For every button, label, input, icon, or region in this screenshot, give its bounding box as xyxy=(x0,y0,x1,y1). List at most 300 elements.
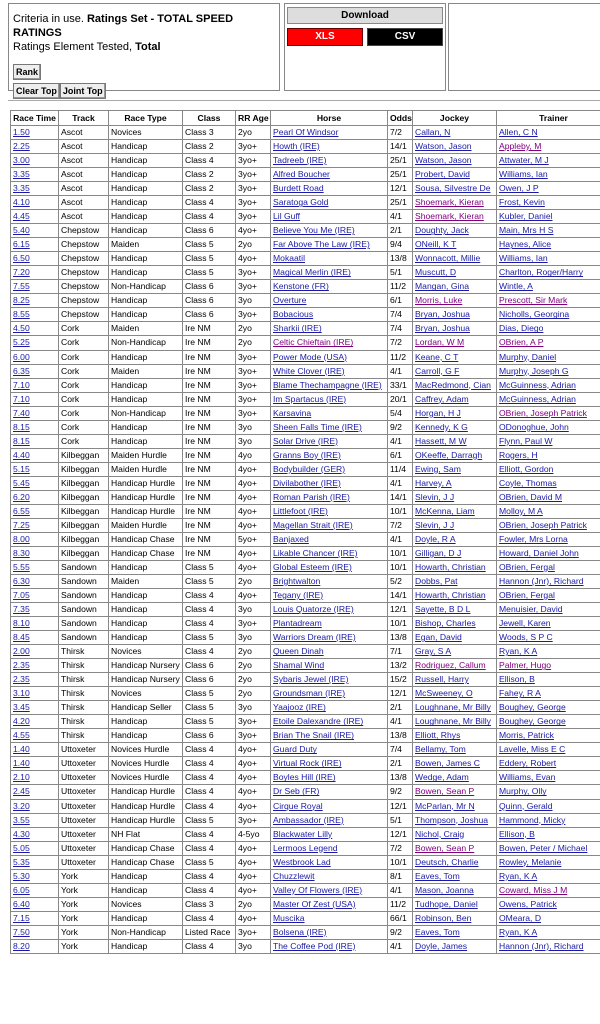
cell-trainer[interactable]: Owen, J P xyxy=(497,182,600,196)
cell-horse[interactable]: Bobacious xyxy=(271,308,388,322)
cell-jockey[interactable]: Caffrey, Adam xyxy=(413,392,497,406)
cell-jockey[interactable]: Thompson, Joshua xyxy=(413,813,497,827)
cell-jockey[interactable]: Wonnacott, Millie xyxy=(413,252,497,266)
cell-race-time[interactable]: 3.35 xyxy=(11,182,59,196)
cell-rr-age: 4yo xyxy=(236,448,271,462)
cell-jockey[interactable]: ONeill, K T xyxy=(413,238,497,252)
cell-horse[interactable]: Virtual Rock (IRE) xyxy=(271,757,388,771)
cell-race-time[interactable]: 6.00 xyxy=(11,350,59,364)
cell-race-type: Handicap xyxy=(109,617,183,631)
cell-race-time[interactable]: 5.45 xyxy=(11,476,59,490)
cell-trainer[interactable]: Kubler, Daniel xyxy=(497,210,600,224)
cell-trainer[interactable]: Howard, Daniel John xyxy=(497,546,600,560)
cell-rr-age: 4yo+ xyxy=(236,560,271,574)
cell-race-time[interactable]: 6.55 xyxy=(11,504,59,518)
cell-track: Uttoxeter xyxy=(59,799,109,813)
cell-trainer[interactable]: Woods, S P C xyxy=(497,631,600,645)
cell-horse[interactable]: Brightwalton xyxy=(271,575,388,589)
cell-trainer[interactable]: Williams, Evan xyxy=(497,771,600,785)
cell-horse[interactable]: Yaajooz (IRE) xyxy=(271,701,388,715)
cell-race-time[interactable]: 4.40 xyxy=(11,448,59,462)
cell-race-type: Handicap xyxy=(109,294,183,308)
cell-jockey[interactable]: Doyle, R A xyxy=(413,532,497,546)
cell-horse[interactable]: Granns Boy (IRE) xyxy=(271,448,388,462)
cell-trainer[interactable]: Murphy, Joseph G xyxy=(497,364,600,378)
cell-class: Ire NM xyxy=(183,364,236,378)
cell-rr-age: 3yo xyxy=(236,420,271,434)
cell-class: Class 4 xyxy=(183,757,236,771)
cell-odds: 12/1 xyxy=(388,687,413,701)
cell-horse[interactable]: Sheen Falls Time (IRE) xyxy=(271,420,388,434)
cell-horse[interactable]: Boyles Hill (IRE) xyxy=(271,771,388,785)
cell-horse[interactable]: Burdett Road xyxy=(271,182,388,196)
cell-jockey[interactable]: Rodriguez, Callum xyxy=(413,659,497,673)
cell-horse[interactable]: Lil Guff xyxy=(271,210,388,224)
cell-jockey[interactable]: Eaves, Tom xyxy=(413,925,497,939)
cell-race-time[interactable]: 8.25 xyxy=(11,294,59,308)
cell-trainer[interactable]: Williams, Ian xyxy=(497,168,600,182)
cell-jockey[interactable]: Sayette, B D L xyxy=(413,603,497,617)
cell-horse[interactable]: Kenstone (FR) xyxy=(271,280,388,294)
cell-jockey[interactable]: Horgan, H J xyxy=(413,406,497,420)
cell-class: Class 4 xyxy=(183,743,236,757)
cell-horse[interactable]: Louis Quatorze (IRE) xyxy=(271,603,388,617)
cell-trainer[interactable]: Menuisier, David xyxy=(497,603,600,617)
cell-jockey[interactable]: Sousa, Silvestre De xyxy=(413,182,497,196)
cell-trainer[interactable]: Bowen, Peter / Michael xyxy=(497,841,600,855)
cell-horse[interactable]: Valley Of Flowers (IRE) xyxy=(271,883,388,897)
cell-track: Thirsk xyxy=(59,645,109,659)
cell-rr-age: 3yo+ xyxy=(236,182,271,196)
cell-class: Class 6 xyxy=(183,729,236,743)
cell-jockey[interactable]: Russell, Harry xyxy=(413,673,497,687)
cell-trainer[interactable]: Allen, C N xyxy=(497,126,600,140)
cell-race-time[interactable]: 3.55 xyxy=(11,813,59,827)
cell-jockey[interactable]: Loughnane, Mr Billy xyxy=(413,701,497,715)
cell-trainer[interactable]: Charlton, Roger/Harry xyxy=(497,266,600,280)
cell-race-type: Novices xyxy=(109,687,183,701)
cell-trainer[interactable]: Haynes, Alice xyxy=(497,238,600,252)
cell-trainer[interactable]: Boughey, George xyxy=(497,715,600,729)
cell-horse[interactable]: Muscika xyxy=(271,911,388,925)
cell-horse[interactable]: Tegany (IRE) xyxy=(271,589,388,603)
cell-race-time[interactable]: 5.25 xyxy=(11,336,59,350)
table-row xyxy=(11,392,600,406)
cell-jockey[interactable]: Nichol, Craig xyxy=(413,827,497,841)
cell-jockey[interactable]: Bryan, Joshua xyxy=(413,308,497,322)
cell-jockey[interactable]: McSweeney, O xyxy=(413,687,497,701)
cell-trainer[interactable]: Rowley, Melanie xyxy=(497,855,600,869)
cell-jockey[interactable]: OKeeffe, Darragh xyxy=(413,448,497,462)
cell-jockey[interactable]: Howarth, Christian xyxy=(413,560,497,574)
cell-jockey[interactable]: Bowen, James C xyxy=(413,757,497,771)
cell-jockey[interactable]: Probert, David xyxy=(413,168,497,182)
cell-horse[interactable]: Mokaatil xyxy=(271,252,388,266)
cell-trainer[interactable]: ODonoghue, John xyxy=(497,420,600,434)
rank-button[interactable]: Rank xyxy=(13,64,41,80)
cell-jockey[interactable]: Wedge, Adam xyxy=(413,771,497,785)
cell-race-type: Handicap xyxy=(109,560,183,574)
cell-trainer[interactable]: Quinn, Gerald xyxy=(497,799,600,813)
cell-horse[interactable]: Plantadream xyxy=(271,617,388,631)
cell-horse[interactable]: Warriors Dream (IRE) xyxy=(271,631,388,645)
cell-jockey[interactable]: Bellamy, Tom xyxy=(413,743,497,757)
cell-race-time[interactable]: 8.00 xyxy=(11,532,59,546)
cell-jockey[interactable]: Deutsch, Charlie xyxy=(413,855,497,869)
cell-race-time[interactable]: 7.05 xyxy=(11,589,59,603)
cell-trainer[interactable]: Ryan, K A xyxy=(497,645,600,659)
csv-download-button[interactable]: CSV xyxy=(367,28,443,46)
cell-jockey[interactable]: Watson, Jason xyxy=(413,154,497,168)
cell-jockey[interactable]: Eaves, Tom xyxy=(413,869,497,883)
cell-trainer[interactable]: OBrien, A P xyxy=(497,336,600,350)
cell-race-time[interactable]: 6.35 xyxy=(11,364,59,378)
cell-trainer[interactable]: Elliott, Gordon xyxy=(497,462,600,476)
cell-odds: 10/1 xyxy=(388,560,413,574)
cell-race-time[interactable]: 2.35 xyxy=(11,659,59,673)
cell-jockey[interactable]: Doyle, James xyxy=(413,939,497,953)
cell-trainer[interactable]: Murphy, Daniel xyxy=(497,350,600,364)
cell-race-time[interactable]: 8.30 xyxy=(11,546,59,560)
cell-track: Uttoxeter xyxy=(59,785,109,799)
cell-jockey[interactable]: Bryan, Joshua xyxy=(413,322,497,336)
cell-horse[interactable]: Lermoos Legend xyxy=(271,841,388,855)
cell-race-time[interactable]: 1.40 xyxy=(11,757,59,771)
cell-race-time[interactable]: 4.30 xyxy=(11,827,59,841)
cell-class: Ire NM xyxy=(183,378,236,392)
cell-trainer[interactable]: OBrien, Joseph Patrick xyxy=(497,518,600,532)
cell-horse[interactable]: The Coffee Pod (IRE) xyxy=(271,939,388,953)
cell-horse[interactable]: Magical Merlin (IRE) xyxy=(271,266,388,280)
table-row xyxy=(11,911,600,925)
cell-jockey[interactable]: Robinson, Ben xyxy=(413,911,497,925)
cell-race-type: Handicap xyxy=(109,266,183,280)
cell-trainer[interactable]: Hannon (Jnr), Richard xyxy=(497,939,600,953)
cell-trainer[interactable]: Hannon (Jnr), Richard xyxy=(497,575,600,589)
cell-race-time[interactable]: 6.15 xyxy=(11,238,59,252)
cell-horse[interactable]: Overture xyxy=(271,294,388,308)
cell-trainer[interactable]: Frost, Kevin xyxy=(497,196,600,210)
cell-trainer[interactable]: OBrien, Fergal xyxy=(497,589,600,603)
cell-race-time[interactable]: 7.35 xyxy=(11,603,59,617)
cell-jockey[interactable]: Gray, S A xyxy=(413,645,497,659)
cell-race-time[interactable]: 7.50 xyxy=(11,925,59,939)
cell-jockey[interactable]: Kennedy, K G xyxy=(413,420,497,434)
cell-horse[interactable]: Alfred Boucher xyxy=(271,168,388,182)
cell-odds: 9/2 xyxy=(388,925,413,939)
cell-trainer[interactable]: Ellison, B xyxy=(497,673,600,687)
cell-horse[interactable]: Divilabother (IRE) xyxy=(271,476,388,490)
cell-rr-age: 2yo xyxy=(236,238,271,252)
cell-trainer[interactable]: McGuinness, Adrian xyxy=(497,378,600,392)
cell-trainer[interactable]: Prescott, Sir Mark xyxy=(497,294,600,308)
cell-trainer[interactable]: OBrien, David M xyxy=(497,490,600,504)
cell-jockey[interactable]: Muscutt, D xyxy=(413,266,497,280)
cell-jockey[interactable]: Callan, N xyxy=(413,126,497,140)
cell-trainer[interactable]: Ryan, K A xyxy=(497,925,600,939)
cell-race-time[interactable]: 3.45 xyxy=(11,701,59,715)
cell-horse[interactable]: Blackwater Lilly xyxy=(271,827,388,841)
cell-class: Class 5 xyxy=(183,560,236,574)
xls-download-button[interactable]: XLS xyxy=(287,28,363,46)
cell-horse[interactable]: Master Of Zest (USA) xyxy=(271,897,388,911)
cell-horse[interactable]: Global Esteem (IRE) xyxy=(271,560,388,574)
cell-jockey[interactable]: Mangan, Gina xyxy=(413,280,497,294)
cell-horse[interactable]: Howth (IRE) xyxy=(271,140,388,154)
cell-jockey[interactable]: Hassett, M W xyxy=(413,434,497,448)
cell-trainer[interactable]: Coyle, Thomas xyxy=(497,476,600,490)
table-row xyxy=(11,182,600,196)
joint-top-button[interactable]: Joint Top xyxy=(60,83,106,99)
cell-horse[interactable]: Saratoga Gold xyxy=(271,196,388,210)
cell-trainer[interactable]: Palmer, Hugo xyxy=(497,659,600,673)
cell-trainer[interactable]: OBrien, Joseph Patrick xyxy=(497,406,600,420)
cell-rr-age: 4yo+ xyxy=(236,224,271,238)
cell-horse[interactable]: Magellan Strait (IRE) xyxy=(271,518,388,532)
cell-race-time[interactable]: 2.35 xyxy=(11,673,59,687)
cell-jockey[interactable]: Doughty, Jack xyxy=(413,224,497,238)
cell-odds: 7/2 xyxy=(388,841,413,855)
cell-horse[interactable]: Blame Thechampagne (IRE) xyxy=(271,378,388,392)
cell-horse[interactable]: Bodybuilder (GER) xyxy=(271,462,388,476)
cell-race-time[interactable]: 2.25 xyxy=(11,140,59,154)
cell-horse[interactable]: Queen Dinah xyxy=(271,645,388,659)
cell-race-time[interactable]: 4.20 xyxy=(11,715,59,729)
cell-race-time[interactable]: 2.10 xyxy=(11,771,59,785)
cell-trainer[interactable]: Boughey, George xyxy=(497,701,600,715)
cell-race-time[interactable]: 7.10 xyxy=(11,392,59,406)
cell-race-time[interactable]: 8.20 xyxy=(11,939,59,953)
cell-horse[interactable]: Tadreeb (IRE) xyxy=(271,154,388,168)
cell-race-time[interactable]: 5.30 xyxy=(11,869,59,883)
cell-track: Cork xyxy=(59,392,109,406)
cell-race-time[interactable]: 6.20 xyxy=(11,490,59,504)
cell-rr-age: 2yo xyxy=(236,575,271,589)
cell-race-time[interactable]: 1.50 xyxy=(11,126,59,140)
cell-horse[interactable]: Banjaxed xyxy=(271,532,388,546)
cell-race-time[interactable]: 6.50 xyxy=(11,252,59,266)
cell-rr-age: 3yo xyxy=(236,631,271,645)
cell-jockey[interactable]: Slevin, J J xyxy=(413,518,497,532)
cell-horse[interactable]: Im Spartacus (IRE) xyxy=(271,392,388,406)
cell-trainer[interactable]: Main, Mrs H S xyxy=(497,224,600,238)
cell-race-time[interactable]: 5.55 xyxy=(11,560,59,574)
cell-horse[interactable]: Solar Drive (IRE) xyxy=(271,434,388,448)
cell-jockey[interactable]: Watson, Jason xyxy=(413,140,497,154)
cell-rr-age: 4yo+ xyxy=(236,841,271,855)
cell-class: Class 6 xyxy=(183,294,236,308)
cell-race-time[interactable]: 5.05 xyxy=(11,841,59,855)
cell-race-time[interactable]: 8.45 xyxy=(11,631,59,645)
cell-horse[interactable]: White Clover (IRE) xyxy=(271,364,388,378)
cell-odds: 13/8 xyxy=(388,252,413,266)
cell-race-time[interactable]: 7.40 xyxy=(11,406,59,420)
cell-trainer[interactable]: Rogers, H xyxy=(497,448,600,462)
cell-jockey[interactable]: Slevin, J J xyxy=(413,490,497,504)
cell-jockey[interactable]: Morris, Luke xyxy=(413,294,497,308)
cell-race-time[interactable]: 6.40 xyxy=(11,897,59,911)
cell-race-time[interactable]: 1.40 xyxy=(11,743,59,757)
table-row xyxy=(11,308,600,322)
cell-race-time[interactable]: 4.50 xyxy=(11,322,59,336)
cell-horse[interactable]: Westbrook Lad xyxy=(271,855,388,869)
cell-jockey[interactable]: Shoemark, Kieran xyxy=(413,210,497,224)
cell-jockey[interactable]: Bowen, Sean P xyxy=(413,785,497,799)
cell-horse[interactable]: Sharkii (IRE) xyxy=(271,322,388,336)
cell-jockey[interactable]: Harvey, A xyxy=(413,476,497,490)
cell-horse[interactable]: Groundsman (IRE) xyxy=(271,687,388,701)
cell-jockey[interactable]: Keane, C T xyxy=(413,350,497,364)
table-row xyxy=(11,939,600,953)
cell-track: Cork xyxy=(59,350,109,364)
cell-rr-age: 3yo+ xyxy=(236,392,271,406)
cell-jockey[interactable]: Howarth, Christian xyxy=(413,589,497,603)
cell-horse[interactable]: Far Above The Law (IRE) xyxy=(271,238,388,252)
cell-horse[interactable]: Brian The Snail (IRE) xyxy=(271,729,388,743)
cell-jockey[interactable]: Egan, David xyxy=(413,631,497,645)
cell-jockey[interactable]: Ewing, Sam xyxy=(413,462,497,476)
cell-race-time[interactable]: 8.55 xyxy=(11,308,59,322)
cell-track: Kilbeggan xyxy=(59,448,109,462)
cell-trainer[interactable]: Nicholls, Georgina xyxy=(497,308,600,322)
cell-odds: 12/1 xyxy=(388,603,413,617)
cell-track: Uttoxeter xyxy=(59,743,109,757)
cell-race-type: Maiden xyxy=(109,364,183,378)
cell-race-time[interactable]: 3.00 xyxy=(11,154,59,168)
cell-horse[interactable]: Pearl Of Windsor xyxy=(271,126,388,140)
cell-rr-age: 3yo xyxy=(236,939,271,953)
cell-jockey[interactable]: McKenna, Liam xyxy=(413,504,497,518)
cell-horse[interactable]: Power Mode (USA) xyxy=(271,350,388,364)
cell-jockey[interactable]: Mason, Joanna xyxy=(413,883,497,897)
cell-race-time[interactable]: 7.55 xyxy=(11,280,59,294)
cell-jockey[interactable]: Shoemark, Kieran xyxy=(413,196,497,210)
cell-race-time[interactable]: 3.20 xyxy=(11,799,59,813)
cell-jockey[interactable]: Tudhope, Daniel xyxy=(413,897,497,911)
cell-horse[interactable]: Littlefoot (IRE) xyxy=(271,504,388,518)
cell-horse[interactable]: Celtic Chieftain (IRE) xyxy=(271,336,388,350)
cell-jockey[interactable]: Bishop, Charles xyxy=(413,617,497,631)
cell-race-time[interactable]: 2.00 xyxy=(11,645,59,659)
cell-odds: 5/2 xyxy=(388,575,413,589)
cell-horse[interactable]: Cirque Royal xyxy=(271,799,388,813)
cell-horse[interactable]: Shamal Wind xyxy=(271,659,388,673)
cell-race-time[interactable]: 7.15 xyxy=(11,911,59,925)
cell-trainer[interactable]: Molloy, M A xyxy=(497,504,600,518)
cell-race-time[interactable]: 3.10 xyxy=(11,687,59,701)
cell-trainer[interactable]: Fowler, Mrs Lorna xyxy=(497,532,600,546)
cell-horse[interactable]: Etoile Dalexandre (IRE) xyxy=(271,715,388,729)
cell-race-time[interactable]: 8.15 xyxy=(11,420,59,434)
cell-odds: 4/1 xyxy=(388,883,413,897)
cell-jockey[interactable]: Carroll, G F xyxy=(413,364,497,378)
cell-trainer[interactable]: Hammond, Micky xyxy=(497,813,600,827)
cell-jockey[interactable]: Dobbs, Pat xyxy=(413,575,497,589)
cell-race-type: Novices Hurdle xyxy=(109,743,183,757)
cell-horse[interactable]: Bolsena (IRE) xyxy=(271,925,388,939)
cell-trainer[interactable]: Morris, Patrick xyxy=(497,729,600,743)
cell-race-time[interactable]: 2.45 xyxy=(11,785,59,799)
cell-trainer[interactable]: McGuinness, Adrian xyxy=(497,392,600,406)
clear-top-button[interactable]: Clear Top xyxy=(13,83,60,99)
cell-race-time[interactable]: 7.25 xyxy=(11,518,59,532)
cell-trainer[interactable]: Owens, Patrick xyxy=(497,897,600,911)
cell-jockey[interactable]: Lordan, W M xyxy=(413,336,497,350)
cell-horse[interactable]: Believe You Me (IRE) xyxy=(271,224,388,238)
cell-race-time[interactable]: 5.35 xyxy=(11,855,59,869)
cell-horse[interactable]: Ambassador (IRE) xyxy=(271,813,388,827)
cell-race-time[interactable]: 6.05 xyxy=(11,883,59,897)
cell-horse[interactable]: Chuzzlewit xyxy=(271,869,388,883)
cell-trainer[interactable]: Jewell, Karen xyxy=(497,617,600,631)
cell-trainer[interactable]: Dias, Diego xyxy=(497,322,600,336)
cell-trainer[interactable]: Attwater, M J xyxy=(497,154,600,168)
cell-jockey[interactable]: MacRedmond, Cian xyxy=(413,378,497,392)
cell-trainer[interactable]: Wintle, A xyxy=(497,280,600,294)
cell-race-time[interactable]: 5.15 xyxy=(11,462,59,476)
cell-horse[interactable]: Sybaris Jewel (IRE) xyxy=(271,673,388,687)
cell-trainer[interactable]: OMeara, D xyxy=(497,911,600,925)
cell-race-type: Handicap Chase xyxy=(109,546,183,560)
cell-trainer[interactable]: Ellison, B xyxy=(497,827,600,841)
cell-trainer[interactable]: Appleby, M xyxy=(497,140,600,154)
cell-jockey[interactable]: Gilligan, D J xyxy=(413,546,497,560)
cell-race-time[interactable]: 7.20 xyxy=(11,266,59,280)
cell-trainer[interactable]: Williams, Ian xyxy=(497,252,600,266)
cell-trainer[interactable]: Ryan, K A xyxy=(497,869,600,883)
cell-trainer[interactable]: Coward, Miss J M xyxy=(497,883,600,897)
cell-trainer[interactable]: Fahey, R A xyxy=(497,687,600,701)
cell-race-type: Maiden xyxy=(109,322,183,336)
table-row xyxy=(11,631,600,645)
cell-rr-age: 3yo+ xyxy=(236,378,271,392)
cell-horse[interactable]: Karsavina xyxy=(271,406,388,420)
cell-race-time[interactable]: 4.55 xyxy=(11,729,59,743)
cell-odds: 13/8 xyxy=(388,631,413,645)
cell-odds: 12/1 xyxy=(388,827,413,841)
cell-race-time[interactable]: 7.10 xyxy=(11,378,59,392)
cell-horse[interactable]: Dr Seb (FR) xyxy=(271,785,388,799)
cell-race-time[interactable]: 3.35 xyxy=(11,168,59,182)
cell-rr-age: 4yo+ xyxy=(236,855,271,869)
cell-trainer[interactable]: OBrien, Fergal xyxy=(497,560,600,574)
cell-horse[interactable]: Likable Chancer (IRE) xyxy=(271,546,388,560)
cell-horse[interactable]: Guard Duty xyxy=(271,743,388,757)
cell-race-time[interactable]: 5.40 xyxy=(11,224,59,238)
cell-odds: 2/1 xyxy=(388,757,413,771)
cell-jockey[interactable]: Bowen, Sean P xyxy=(413,841,497,855)
cell-race-time[interactable]: 4.45 xyxy=(11,210,59,224)
cell-race-type: Handicap Hurdle xyxy=(109,504,183,518)
cell-trainer[interactable]: Flynn, Paul W xyxy=(497,434,600,448)
cell-horse[interactable]: Roman Parish (IRE) xyxy=(271,490,388,504)
cell-odds: 5/4 xyxy=(388,406,413,420)
cell-trainer[interactable]: Eddery, Robert xyxy=(497,757,600,771)
cell-jockey[interactable]: McParlan, Mr N xyxy=(413,799,497,813)
cell-race-time[interactable]: 8.10 xyxy=(11,617,59,631)
cell-jockey[interactable]: Elliott, Rhys xyxy=(413,729,497,743)
cell-trainer[interactable]: Lavelle, Miss E C xyxy=(497,743,600,757)
cell-rr-age: 3yo+ xyxy=(236,280,271,294)
cell-race-time[interactable]: 6.30 xyxy=(11,575,59,589)
cell-race-time[interactable]: 4.10 xyxy=(11,196,59,210)
cell-jockey[interactable]: Loughnane, Mr Billy xyxy=(413,715,497,729)
cell-rr-age: 4yo+ xyxy=(236,490,271,504)
cell-race-time[interactable]: 8.15 xyxy=(11,434,59,448)
cell-track: Sandown xyxy=(59,617,109,631)
cell-trainer[interactable]: Murphy, Olly xyxy=(497,785,600,799)
cell-odds: 4/1 xyxy=(388,476,413,490)
